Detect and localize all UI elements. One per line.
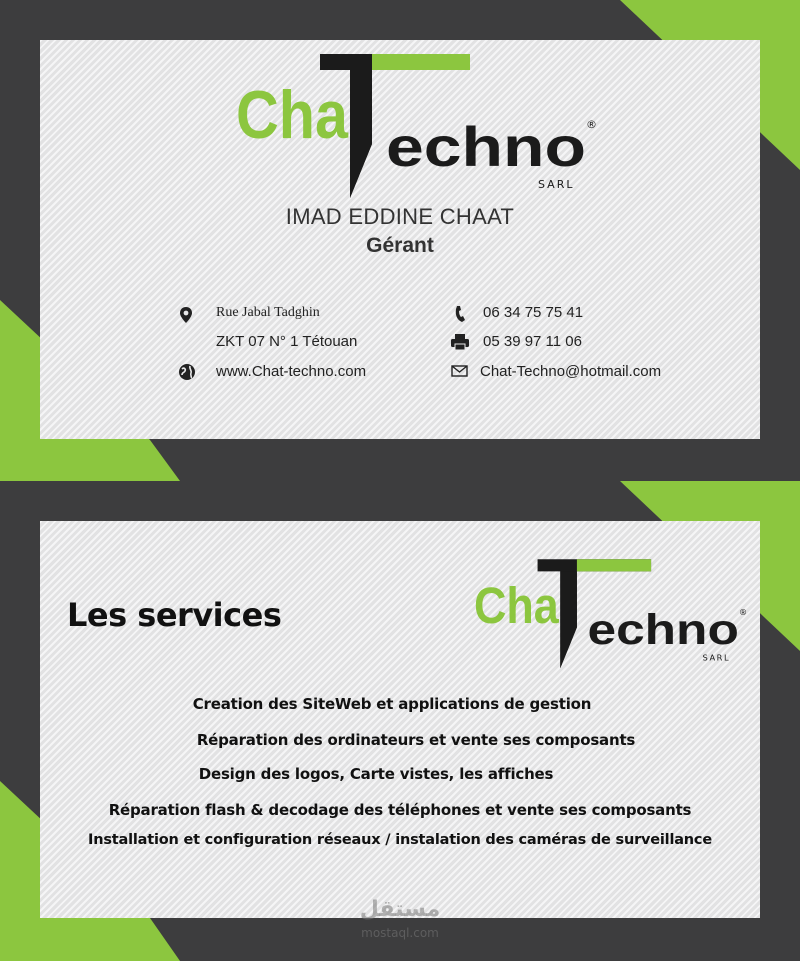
globe-icon <box>178 363 196 381</box>
logo-text-right: echno <box>386 115 586 178</box>
email-link[interactable]: Chat-Techno@hotmail.com <box>480 363 662 380</box>
phone-number: 06 34 75 75 41 <box>483 304 584 321</box>
services-title: Les services <box>67 596 282 634</box>
registered-mark: ® <box>586 118 597 131</box>
fax-icon <box>450 333 468 351</box>
company-logo-back <box>474 557 754 672</box>
logo-back-text-left: Cha <box>474 575 560 634</box>
location-pin-icon <box>178 306 196 324</box>
mail-icon <box>451 364 469 382</box>
service-item: Design des logos, Carte vistes, les affiches <box>198 765 554 783</box>
address-line-2: ZKT 07 N° 1 Tétouan <box>216 333 358 350</box>
logo-back-sarl: SARL <box>702 652 731 663</box>
logo-text-left: Cha <box>236 77 350 153</box>
fax-number: 05 39 97 11 06 <box>483 333 582 350</box>
person-role: Gérant <box>366 234 434 257</box>
business-card-back <box>0 481 800 961</box>
service-item: Réparation flash & decodage des téléphones et vente ses composants <box>108 801 692 819</box>
phone-icon <box>454 305 472 323</box>
website-link[interactable]: www.Chat-techno.com <box>216 363 367 380</box>
company-logo <box>236 52 606 202</box>
service-item: Réparation des ordinateurs et vente ses composants <box>196 731 636 749</box>
logo-sarl: SARL <box>538 178 575 191</box>
watermark-text: mostaql.com <box>361 926 439 940</box>
person-name: IMAD EDDINE CHAAT <box>285 204 515 229</box>
watermark-logo: مستقل <box>359 897 441 922</box>
logo-back-text-right: echno <box>587 606 739 654</box>
service-item: Installation et configuration réseaux / instalation des caméras de surveillance <box>88 832 712 848</box>
service-item: Creation des SiteWeb et applications de gestion <box>192 695 592 713</box>
logo-back-registered-mark: ® <box>738 607 748 618</box>
address-line-1: Rue Jabal Tadghin <box>216 305 320 320</box>
